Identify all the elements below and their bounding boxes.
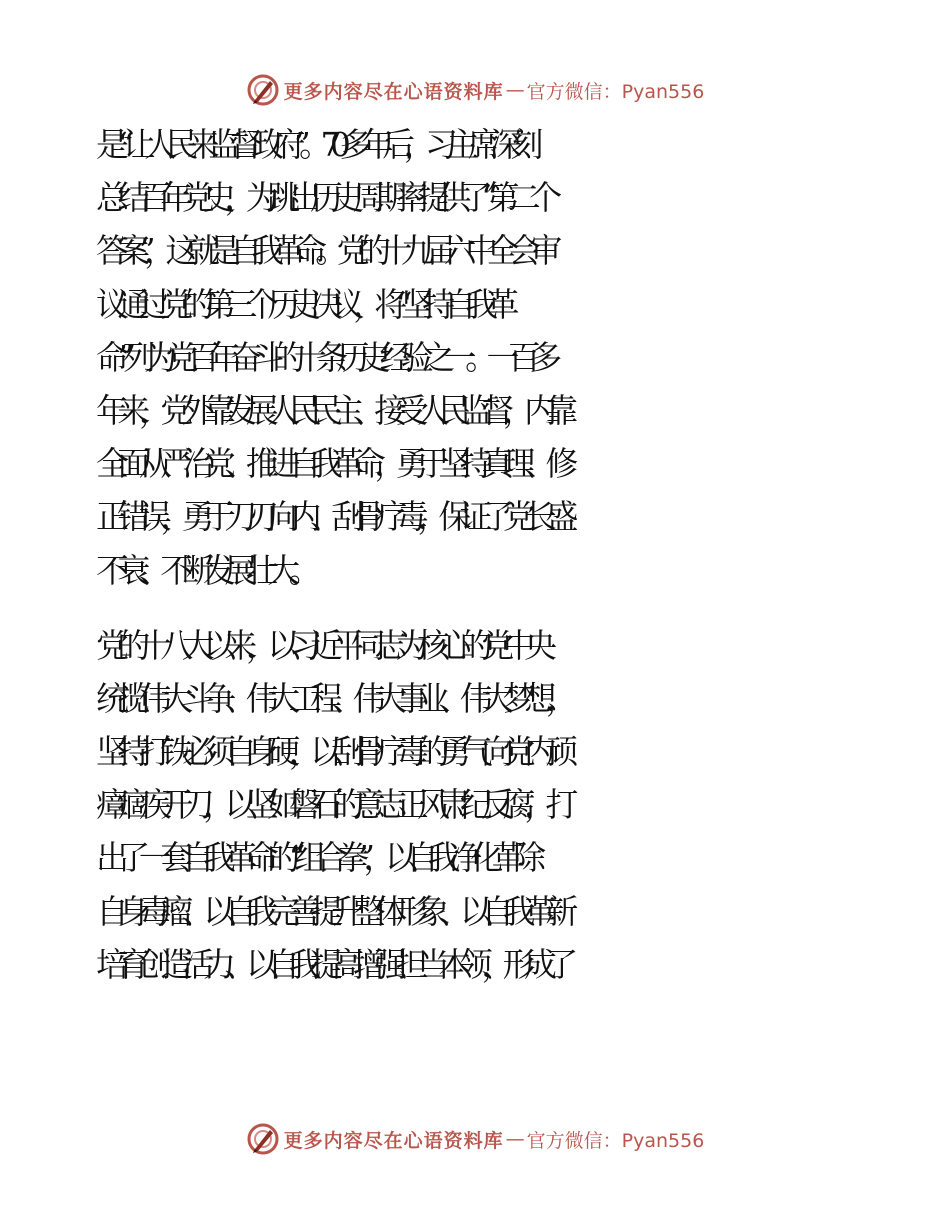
- text-line: 统揽伟大斗争、伟大工程、伟大事业、伟大梦想，: [96, 678, 567, 718]
- watermark-text: 更多内容尽在心语资料库: [283, 80, 504, 103]
- text-line: 党的十八大以来，以习近平同志为核心的党中央: [96, 625, 546, 665]
- pen-logo-icon: [246, 73, 280, 107]
- text-line: 不衰、不断发展壮大。: [96, 550, 311, 590]
- text-line: 议通过党的第三个历史决议，将“坚持自我革: [96, 284, 508, 324]
- pen-logo-icon: [246, 1122, 280, 1156]
- footer-watermark: [0, 1119, 950, 1159]
- watermark-separator: —: [505, 79, 525, 101]
- text-line: 命”列为党百年奋斗的十条历史经验之一。一百多: [96, 337, 551, 377]
- text-line: 正错误，勇于刀刃向内、刮骨疗毒，保证了党长盛: [96, 497, 567, 537]
- header-watermark: [0, 70, 950, 110]
- text-line: 培育创造活力、以自我提高增强担当本领，形成了: [96, 944, 567, 984]
- text-line: 自身毒瘤、以自我完善提升整体形象、以自我革新: [96, 891, 567, 931]
- text-line: 出了一套自我革命的“组合拳”，以自我净化革除: [96, 838, 535, 878]
- document-body: [96, 118, 876, 991]
- text-line: 瘴痼疾开刀，以坚如磐石的意志正风肃纪反腐，打: [96, 785, 567, 825]
- text-line: 年来，党外靠发展人民民主、接受人民监督，内靠: [96, 390, 567, 430]
- paragraph-1: [96, 118, 876, 597]
- text-line: 坚持打铁必须自身硬，以刮骨疗毒的勇气向党内顽: [96, 732, 567, 772]
- text-line: 总结百年党史，为跳出历史周期率提供了“第二个: [96, 178, 551, 218]
- watermark-wechat: 官方微信：Pyan556: [526, 80, 705, 103]
- paragraph-2: [96, 619, 876, 991]
- text-line: 答案”，这就是自我革命。党的十九届六中全会审: [96, 231, 551, 271]
- watermark-text: 更多内容尽在心语资料库: [283, 1129, 504, 1152]
- watermark-separator: —: [505, 1128, 525, 1150]
- watermark-wechat: 官方微信：Pyan556: [526, 1129, 705, 1152]
- paragraph-spacer: [96, 597, 876, 619]
- text-line: 全面从严治党、推进自我革命，勇于坚持真理、修: [96, 444, 567, 484]
- text-line: 是“让人民来监督政府”。70多年后，习主席深刻: [96, 125, 532, 164]
